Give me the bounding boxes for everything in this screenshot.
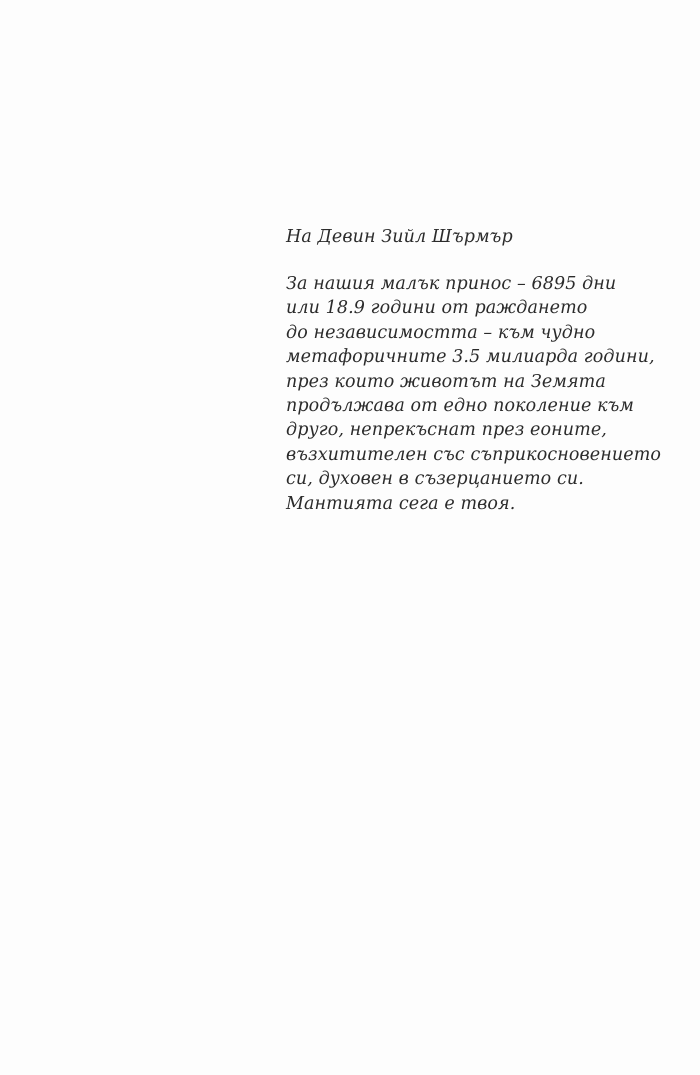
dedication-line: си, духовен в съзерцанието си. bbox=[286, 469, 584, 490]
dedication-line: възхитителен със съприкосновението bbox=[286, 444, 662, 465]
dedication-line: продължава от едно поколение към bbox=[286, 396, 635, 417]
dedication-line: или 18.9 години от раждането bbox=[286, 298, 588, 319]
dedication-text bbox=[286, 272, 686, 516]
dedication-line: За нашия малък принос – 6895 дни bbox=[286, 274, 617, 294]
dedication-line: през които животът на Земята bbox=[286, 371, 606, 392]
dedication-line: Мантията сега е твоя. bbox=[286, 493, 516, 514]
dedication-block bbox=[286, 224, 686, 516]
dedication-line: друго, непрекъснат през еоните, bbox=[286, 420, 607, 441]
dedication-line: метафоричните 3.5 милиарда години, bbox=[286, 347, 655, 368]
dedication-line: до независимостта – към чудно bbox=[286, 322, 596, 343]
dedicatee-line: На Девин Зийл Шърмър bbox=[286, 227, 513, 247]
